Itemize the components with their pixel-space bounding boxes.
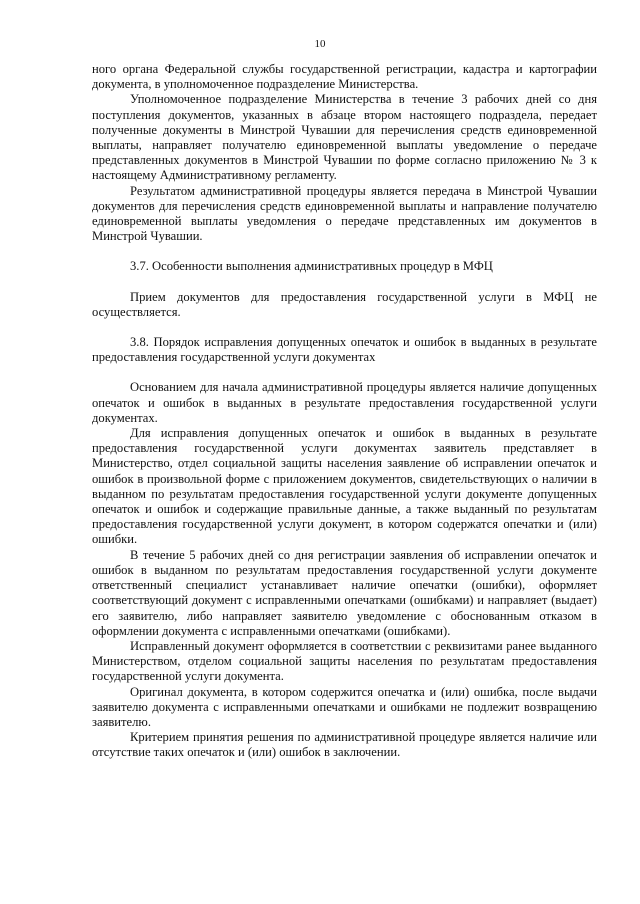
paragraph-procedure-result: Результатом административной процедуры является передача в Минстрой Чувашии документов для перечисления средств единовременной выплаты и направление получателю единовременной выплаты уведомления о передаче представленных им документов в Минстрой Чувашии. xyxy=(92,183,597,244)
paragraph-corrected-document: Исправленный документ оформляется в соответствии с реквизитами ранее выданного Министерством, отделом социальной защиты населения по результатам предоставления государственной услуги документа. xyxy=(92,638,597,684)
paragraph-correction-application: Для исправления допущенных опечаток и ошибок в выданных в результате предоставления государственной услуги документах заявитель представляет в Министерство, отдел социальной защиты населения заявление об исправлении опечаток и ошибок в произвольной форме с приложением документов, свидетельствующих о наличии в выданном по результатам предоставления государственной услуги документе допущенных опечаток и ошибок и содержащие правильные данные, а также выданный по результатам предоставления государственной услуги документ, в котором содержатся опечатки и (или) ошибки. xyxy=(92,426,597,547)
section-heading-3-8: 3.8. Порядок исправления допущенных опечаток и ошибок в выданных в результате предоставления государственной услуги документах xyxy=(92,335,597,365)
paragraph-correction-term: В течение 5 рабочих дней со дня регистрации заявления об исправлении опечаток и ошибок в выданном по результатам предоставления государственной услуги документе ответственный специалист устанавливает наличие опечатки (ошибки), оформляет соответствующий документ с исправленными опечатками (ошибками) и направляет (выдает) его заявителю, либо направляет заявителю уведомление с обоснованным отказом в оформлении документа с исправленными опечатками (ошибками). xyxy=(92,547,597,638)
paragraph-continuation: ного органа Федеральной службы государственной регистрации, кадастра и картографии документа, в уполномоченное подразделение Министерства. xyxy=(92,62,597,92)
document-body xyxy=(92,62,597,761)
paragraph-decision-criterion: Критерием принятия решения по административной процедуре является наличие или отсутствие таких опечаток и (или) ошибок в заключении. xyxy=(92,730,597,760)
paragraph-original-document: Оригинал документа, в котором содержится опечатка и (или) ошибка, после выдачи заявителю документа с исправленными опечатками и ошибками не подлежит возвращению заявителю. xyxy=(92,684,597,729)
paragraph-mfc-reception: Прием документов для предоставления государственной услуги в МФЦ не осуществляется. xyxy=(92,289,597,319)
page-number: 10 xyxy=(314,38,326,50)
paragraph-transfer-documents: Уполномоченное подразделение Министерства в течение 3 рабочих дней со дня поступления документов, указанных в абзаце втором настоящего подраздела, передает полученные документы в Минстрой Чувашии для перечисления средств единовременной выплаты, направляет получателю единовременной выплаты уведомление о передаче представленных документов в Минстрой Чувашии по форме согласно приложению № 3 к настоящему Административному регламенту. xyxy=(92,92,597,183)
paragraph-procedure-basis: Основанием для начала административной процедуры является наличие допущенных опечаток и ошибок в выданных в результате предоставления государственной услуги документах. xyxy=(92,380,597,425)
section-heading-3-7: 3.7. Особенности выполнения административных процедур в МФЦ xyxy=(130,259,493,274)
